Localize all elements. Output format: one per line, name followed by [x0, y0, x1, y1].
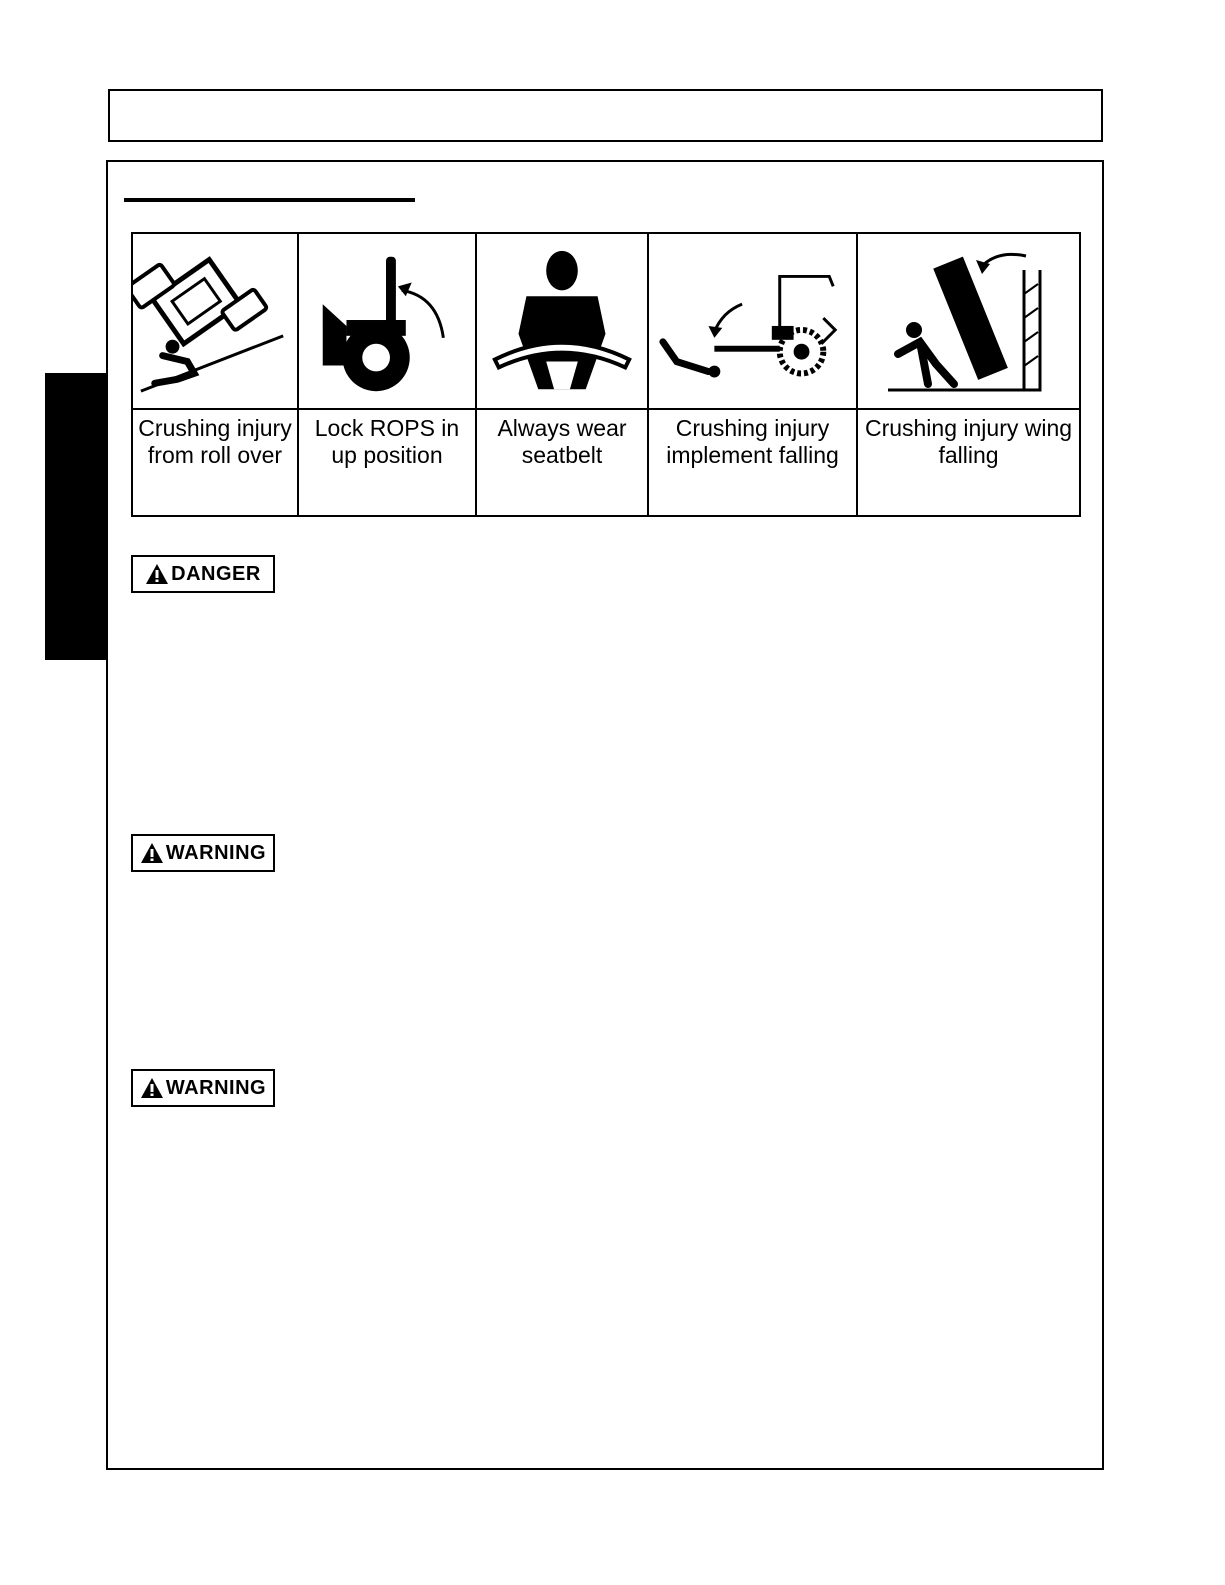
warning-signal-label [131, 834, 275, 872]
signal-word: DANGER [171, 563, 261, 585]
cell-caption: Lock ROPS in up position [314, 415, 460, 468]
alert-triangle-icon [140, 1077, 164, 1099]
signal-word: WARNING [165, 842, 267, 864]
safety-icon-cell [477, 234, 649, 515]
warning-signal-label [131, 1069, 275, 1107]
cell-caption: Always wear seatbelt [497, 415, 627, 468]
section-heading-rule [124, 198, 415, 202]
signal-word: WARNING [165, 1077, 267, 1099]
safety-icon-cell [649, 234, 858, 515]
cell-caption: Crushing injury wing falling [864, 415, 1073, 468]
rops-up-icon [299, 234, 475, 410]
tractor-rollover-icon [133, 234, 297, 410]
alert-triangle-icon [145, 563, 169, 585]
safety-icon-cell [133, 234, 299, 515]
danger-signal-label [131, 555, 275, 593]
page-header-box [108, 89, 1103, 142]
safety-icon-cell [858, 234, 1079, 515]
alert-triangle-icon [140, 842, 164, 864]
safety-icon-cell [299, 234, 477, 515]
wing-falling-icon [858, 234, 1079, 410]
implement-falling-icon [649, 234, 856, 410]
section-side-tab [45, 373, 107, 660]
cell-caption: Crushing injury implement falling [666, 415, 839, 468]
seatbelt-icon [477, 234, 647, 410]
safety-icon-table [131, 232, 1081, 517]
cell-caption: Crushing injury from roll over [138, 415, 292, 468]
